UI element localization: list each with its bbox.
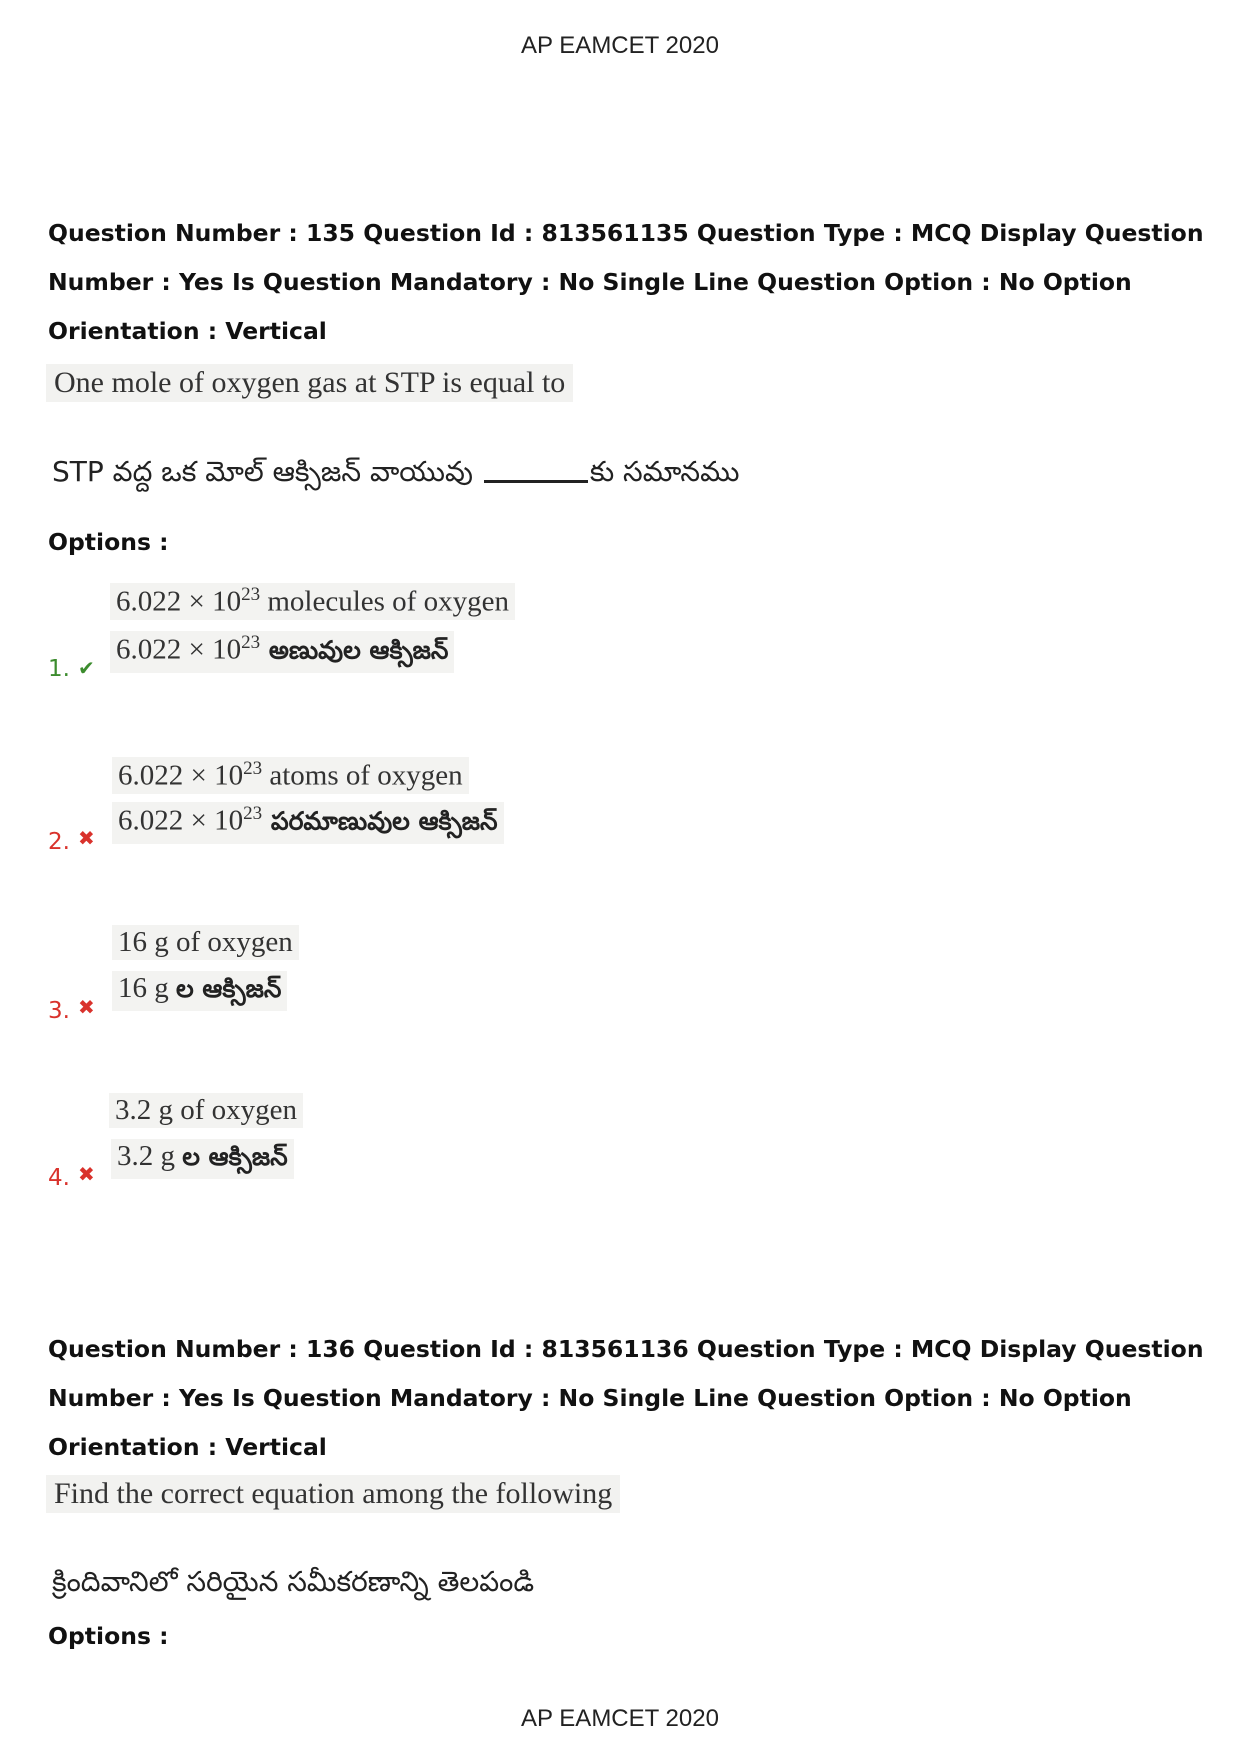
cross-icon: ✖	[78, 995, 95, 1019]
question-135-telugu-part-2: కు సమానము	[589, 455, 740, 488]
option-number: 4.	[48, 1165, 70, 1191]
option-number: 1.	[48, 656, 70, 682]
option-3-english: 16 g of oxygen	[112, 925, 299, 960]
option-4	[48, 1086, 1148, 1226]
option-4-telugu: 3.2 g ల ఆక్సిజన్	[111, 1139, 294, 1179]
option-3-telugu: 16 g ల ఆక్సిజన్	[112, 971, 287, 1011]
question-135-meta	[48, 209, 1204, 356]
option-2-english: $6.022 \times 10^{23}$ atoms of oxygen	[112, 757, 469, 794]
option-number: 3.	[48, 998, 70, 1024]
question-136-meta-line-2: Number : Yes Is Question Mandatory : No Single Line Question Option : No Option	[48, 1384, 1132, 1412]
option-1-telugu: $6.022 \times 10^{23}$ అణువుల ఆక్సిజన్	[110, 631, 454, 673]
cross-icon: ✖	[78, 826, 95, 850]
page-footer: AP EAMCET 2020	[521, 1705, 719, 1732]
option-2-telugu: $6.022 \times 10^{23}$ పరమాణువుల ఆక్సిజన్	[112, 802, 504, 844]
question-135-meta-line-2: Number : Yes Is Question Mandatory : No Single Line Question Option : No Option	[48, 268, 1132, 296]
question-136-text-english: Find the correct equation among the following	[46, 1475, 620, 1513]
check-icon: ✔	[78, 656, 95, 680]
question-136-meta-line-3: Orientation : Vertical	[48, 1433, 327, 1461]
option-1-english: $6.022 \times 10^{23}$ molecules of oxygen	[110, 583, 515, 620]
question-135-text-telugu	[52, 455, 739, 495]
cross-icon: ✖	[78, 1162, 95, 1186]
question-136-meta	[48, 1325, 1204, 1472]
question-135-telugu-part-1: STP వద్ద ఒక మోల్ ఆక్సిజన్ వాయువు	[52, 455, 482, 488]
question-135-meta-line-1: Question Number : 135 Question Id : 813561135 Question Type : MCQ Display Question	[48, 219, 1204, 247]
options-label: Options :	[48, 1622, 169, 1650]
option-2	[48, 749, 1148, 889]
option-4-english: 3.2 g of oxygen	[109, 1093, 303, 1128]
question-136-meta-line-1: Question Number : 136 Question Id : 813561136 Question Type : MCQ Display Question	[48, 1335, 1204, 1363]
page-header: AP EAMCET 2020	[521, 32, 719, 59]
fill-in-blank	[484, 480, 588, 483]
option-3	[48, 918, 1148, 1058]
option-number: 2.	[48, 829, 70, 855]
question-135-text-english: One mole of oxygen gas at STP is equal to	[46, 364, 573, 402]
question-135-meta-line-3: Orientation : Vertical	[48, 317, 327, 345]
option-1	[48, 575, 1148, 715]
question-136-text-telugu: క్రిందివానిలో సరియైన సమీకరణాన్ని తెలపండి	[52, 1565, 535, 1598]
options-label: Options :	[48, 528, 169, 556]
